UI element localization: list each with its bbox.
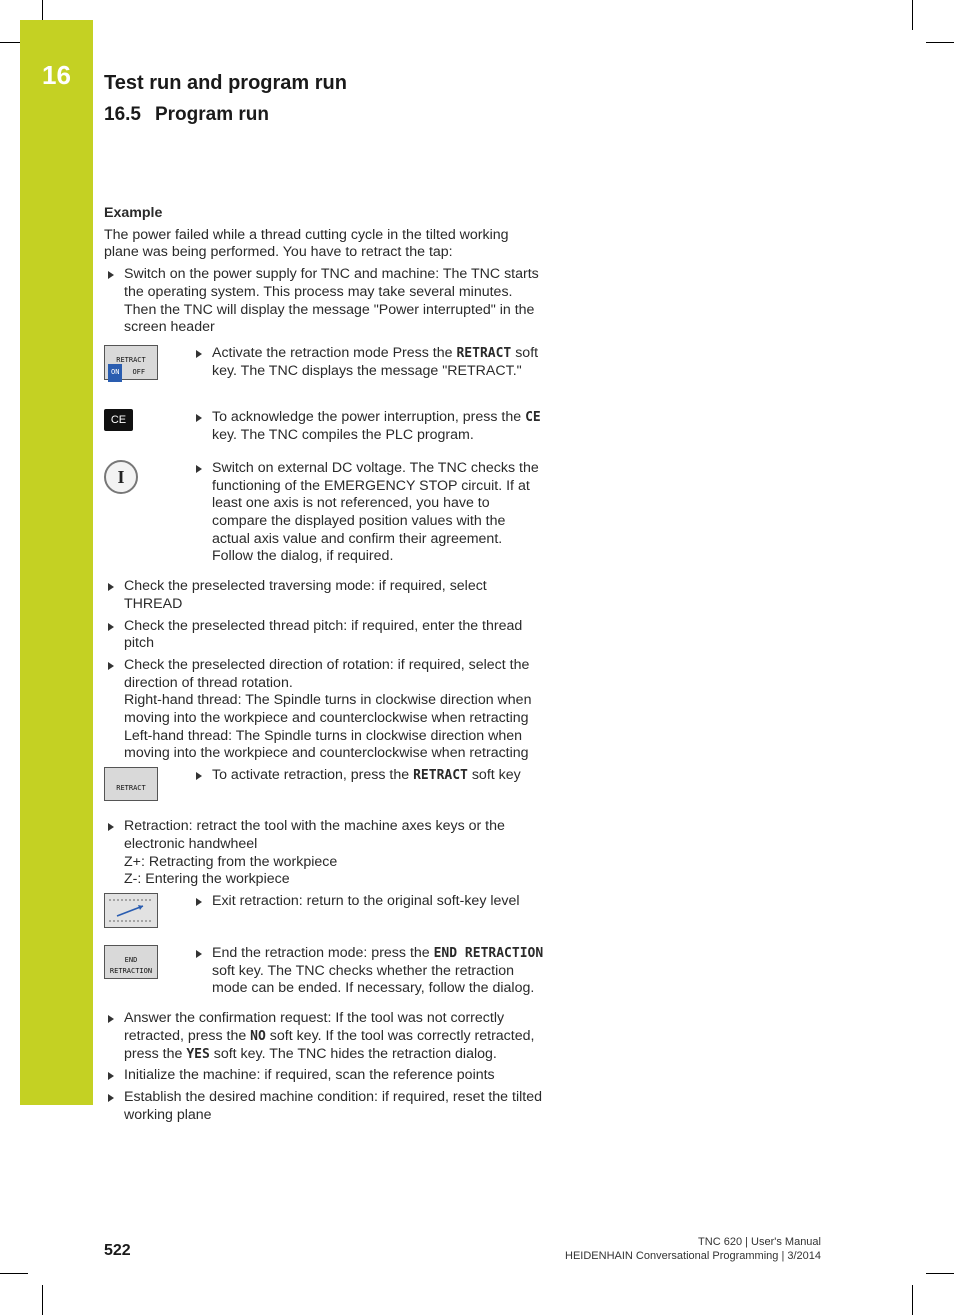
step-rotation-direction: Check the preselected direction of rotation: if required, select the direction of thread rotation. Right-hand thread: The Spindle turns in clockwise direction when moving into the workpiece and counterclockwise when retracting Left-hand thread: The Spindle turns in clockwise direction when moving into the workpiece and counterclockwise when retracting <box>104 657 544 763</box>
footer-info <box>565 1235 821 1263</box>
step-activate-retraction: Activate the retraction mode Press the RETRACT soft key. The TNC displays the message "RETRACT." <box>192 345 544 380</box>
step-row-dc <box>104 460 544 566</box>
crop-mark <box>926 42 954 43</box>
step-confirmation: Answer the confirmation request: If the tool was not correctly retracted, press the NO soft key. If the tool was correctly retracted, press the YES soft key. The TNC hides the retraction dialog. <box>104 1010 544 1063</box>
step-power-on: Switch on the power supply for TNC and machine: The TNC starts the operating system. This process may take several minutes. Then the TNC will display the message "Power interrupted" in the screen header <box>104 266 544 337</box>
section-number: 16.5 <box>104 104 141 125</box>
step-machine-condition: Establish the desired machine condition: if required, reset the tilted working plane <box>104 1089 544 1124</box>
step-traversing-mode: Check the preselected traversing mode: if required, select THREAD <box>104 578 544 613</box>
footer-line1: TNC 620 | User's Manual <box>698 1236 821 1248</box>
crop-mark <box>926 1273 954 1274</box>
crop-mark <box>42 0 43 20</box>
section-title <box>104 104 269 126</box>
crop-mark <box>42 1285 43 1315</box>
softkey-label: RETRACT <box>116 784 146 793</box>
step-exit-retraction: Exit retraction: return to the original soft-key level <box>192 893 544 911</box>
softkey-label-end: END <box>124 955 138 964</box>
chapter-sidebar <box>20 20 93 1105</box>
step-row-end <box>104 945 544 998</box>
chapter-title: Test run and program run <box>104 72 347 94</box>
step-dc-voltage: Switch on external DC voltage. The TNC checks the functioning of the EMERGENCY STOP circuit. If at least one axis is not referenced, you have to compare the displayed position values with the actual axis value and confirm their agreement. Follow the dialog, if required. <box>192 460 544 566</box>
step-row-ce <box>104 409 544 451</box>
retract-onoff-softkey[interactable] <box>104 345 158 380</box>
arrow-up-right-icon <box>105 894 157 927</box>
step-row-exit <box>104 893 544 945</box>
step-end-retraction: End the retraction mode: press the END RETRACTION soft key. The TNC checks whether the retraction mode can be ended. If necessary, follow the dialog. <box>192 945 544 998</box>
back-softkey[interactable] <box>104 893 158 928</box>
retract-softkey[interactable] <box>104 767 158 801</box>
crop-mark <box>912 1285 913 1315</box>
page-number: 522 <box>104 1242 131 1259</box>
step-thread-pitch: Check the preselected thread pitch: if required, enter the thread pitch <box>104 618 544 653</box>
step-row-retract-mode <box>104 345 544 395</box>
example-heading: Example <box>104 205 163 221</box>
step-retract-tool: Retraction: retract the tool with the machine axes keys or the electronic handwheel Z+: Retracting from the workpiece Z-: Entering the workpiece <box>104 818 544 889</box>
crop-mark <box>0 42 20 43</box>
ce-key[interactable]: CE <box>104 409 133 431</box>
softkey-label-retraction: RETRACTION <box>109 966 153 975</box>
crop-mark <box>912 0 913 30</box>
chapter-number: 16 <box>42 60 71 90</box>
crop-mark <box>0 1273 28 1274</box>
step-acknowledge: To acknowledge the power interruption, press the CE key. The TNC compiles the PLC program. <box>192 409 544 444</box>
page-body <box>104 205 544 1128</box>
footer-line2: HEIDENHAIN Conversational Programming | 3/2014 <box>565 1250 821 1262</box>
softkey-on: ON <box>108 364 122 382</box>
power-i-key[interactable]: I <box>104 460 138 494</box>
softkey-off: OFF <box>132 367 146 376</box>
end-retraction-softkey[interactable] <box>104 945 158 979</box>
softkey-label: RETRACT <box>116 355 146 364</box>
section-name: Program run <box>154 104 270 125</box>
intro-paragraph: The power failed while a thread cutting cycle in the tilted working plane was being performed. You have to retract the tap: <box>104 226 509 261</box>
step-activate-retract: To activate retraction, press the RETRACT soft key <box>192 767 544 785</box>
step-initialize: Initialize the machine: if required, scan the reference points <box>104 1067 544 1085</box>
step-row-retract <box>104 767 544 812</box>
